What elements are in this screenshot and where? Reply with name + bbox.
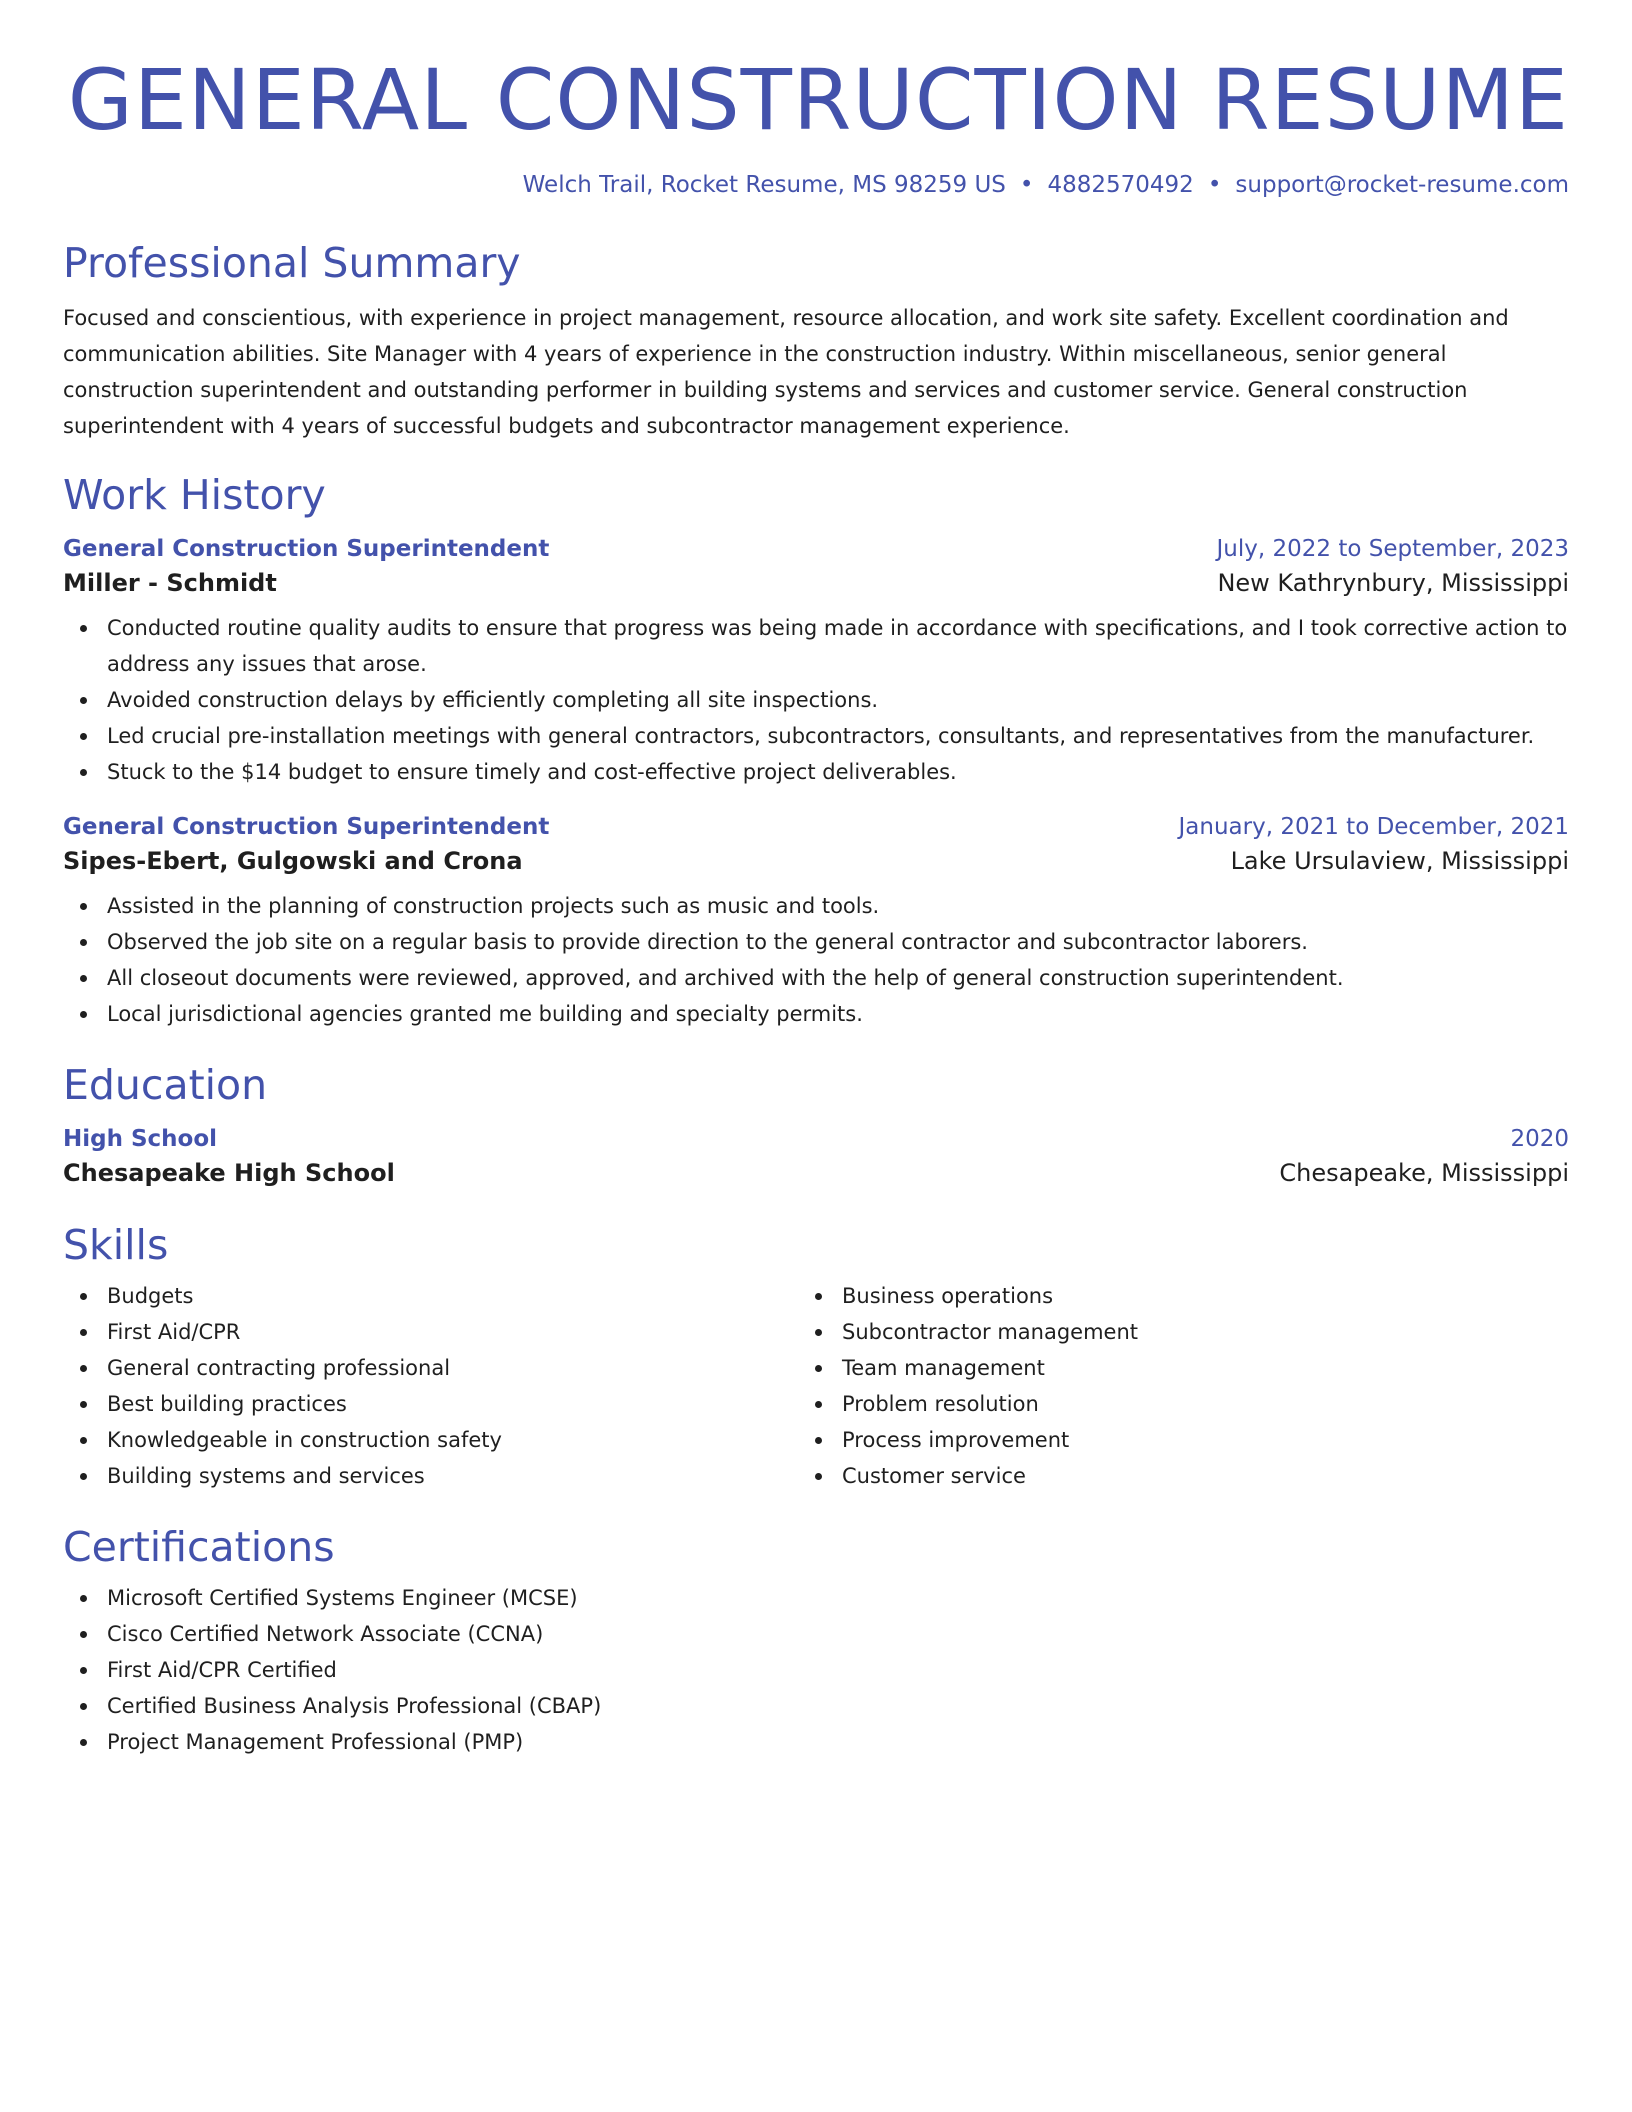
section-title-work-history: Work History [63,471,326,519]
job-dates: January, 2021 to December, 2021 [1178,814,1569,840]
contact-line [63,170,1569,200]
job-dates: July, 2022 to September, 2023 [1216,536,1569,562]
skill-item: Problem resolution [798,1386,1533,1422]
job-bullet: Assisted in the planning of construction projects such as music and tools. [63,888,1569,924]
separator-dot: • [1019,172,1034,198]
skill-item: General contracting professional [63,1350,798,1386]
certification-item: Project Management Professional (PMP) [63,1724,1569,1760]
skill-item: Subcontractor management [798,1314,1533,1350]
certification-item: Certified Business Analysis Professional (CBAP) [63,1688,1569,1724]
job-bullet-list [63,610,1569,790]
certifications-section [63,1522,1569,1760]
skills-list-left [63,1278,798,1494]
skill-item: First Aid/CPR [63,1314,798,1350]
education-year: 2020 [1510,1126,1569,1152]
job-bullet: Led crucial pre-installation meetings with general contractors, subcontractors, consultants, and representatives from the manufacturer. [63,718,1569,754]
education-school: Chesapeake High School [63,1159,395,1187]
skill-item: Customer service [798,1458,1533,1494]
job-location: New Kathrynbury, Mississippi [1217,569,1569,597]
job-entry [63,812,1569,1032]
job-position: General Construction Superintendent [63,536,550,562]
skill-item: Process improvement [798,1422,1533,1458]
job-bullet: Stuck to the $14 budget to ensure timely and cost-effective project deliverables. [63,754,1569,790]
skill-item: Budgets [63,1278,798,1314]
skill-item: Building systems and services [63,1458,798,1494]
job-employer: Sipes-Ebert, Gulgowski and Crona [63,847,523,875]
job-employer: Miller - Schmidt [63,569,277,597]
resume-title: GENERAL CONSTRUCTION RESUME [67,51,1569,149]
work-history-section [63,470,1569,1032]
summary-text: Focused and conscientious, with experience in project management, resource allocation, and work site safety. Excellent coordination and communication abilities. Site Manager with 4 years of experience in the construction industry. Within miscellaneous, senior general construction superintendent and outstanding performer in building systems and services and customer service. General construction superintendent with 4 years of successful budgets and subcontractor management experience. [63,306,1509,438]
section-title-education: Education [63,1061,268,1109]
job-location: Lake Ursulaview, Mississippi [1230,847,1569,875]
skill-item: Best building practices [63,1386,798,1422]
job-bullet: Observed the job site on a regular basis to provide direction to the general contractor and subcontractor laborers. [63,924,1569,960]
job-bullet: Local jurisdictional agencies granted me building and specialty permits. [63,996,1569,1032]
job-bullet: All closeout documents were reviewed, approved, and archived with the help of general construction superintendent. [63,960,1569,996]
job-header-row [63,812,1569,842]
certification-item: First Aid/CPR Certified [63,1652,1569,1688]
job-employer-row [63,842,1569,880]
summary-section [63,238,1569,444]
email-link[interactable]: support@rocket-resume.com [1235,172,1569,198]
skill-item: Team management [798,1350,1533,1386]
education-entry [63,1124,1569,1192]
skill-item: Knowledgeable in construction safety [63,1422,798,1458]
certification-item: Cisco Certified Network Associate (CCNA) [63,1616,1569,1652]
skills-grid [63,1270,1569,1494]
certification-item: Microsoft Certified Systems Engineer (MCSE) [63,1580,1569,1616]
separator-dot: • [1207,172,1222,198]
phone-number[interactable]: 4882570492 [1047,172,1194,198]
certifications-list [63,1580,1569,1760]
section-title-summary: Professional Summary [63,239,521,287]
skills-section [63,1220,1569,1494]
education-degree: High School [63,1126,218,1152]
education-section [63,1060,1569,1192]
education-header-row [63,1124,1569,1154]
section-title-certifications: Certifications [63,1523,335,1571]
job-entry [63,534,1569,790]
address: Welch Trail, Rocket Resume, MS 98259 US [522,172,1006,198]
job-employer-row [63,564,1569,602]
resume-header [63,52,1569,200]
job-bullet-list [63,888,1569,1032]
job-position: General Construction Superintendent [63,814,550,840]
section-title-skills: Skills [63,1221,169,1269]
job-bullet: Conducted routine quality audits to ensure that progress was being made in accordance with specifications, and I took corrective action to address any issues that arose. [63,610,1569,682]
job-header-row [63,534,1569,564]
education-location: Chesapeake, Mississippi [1279,1159,1569,1187]
education-school-row [63,1154,1569,1192]
skills-list-right [798,1278,1533,1494]
skill-item: Business operations [798,1278,1533,1314]
job-bullet: Avoided construction delays by efficiently completing all site inspections. [63,682,1569,718]
